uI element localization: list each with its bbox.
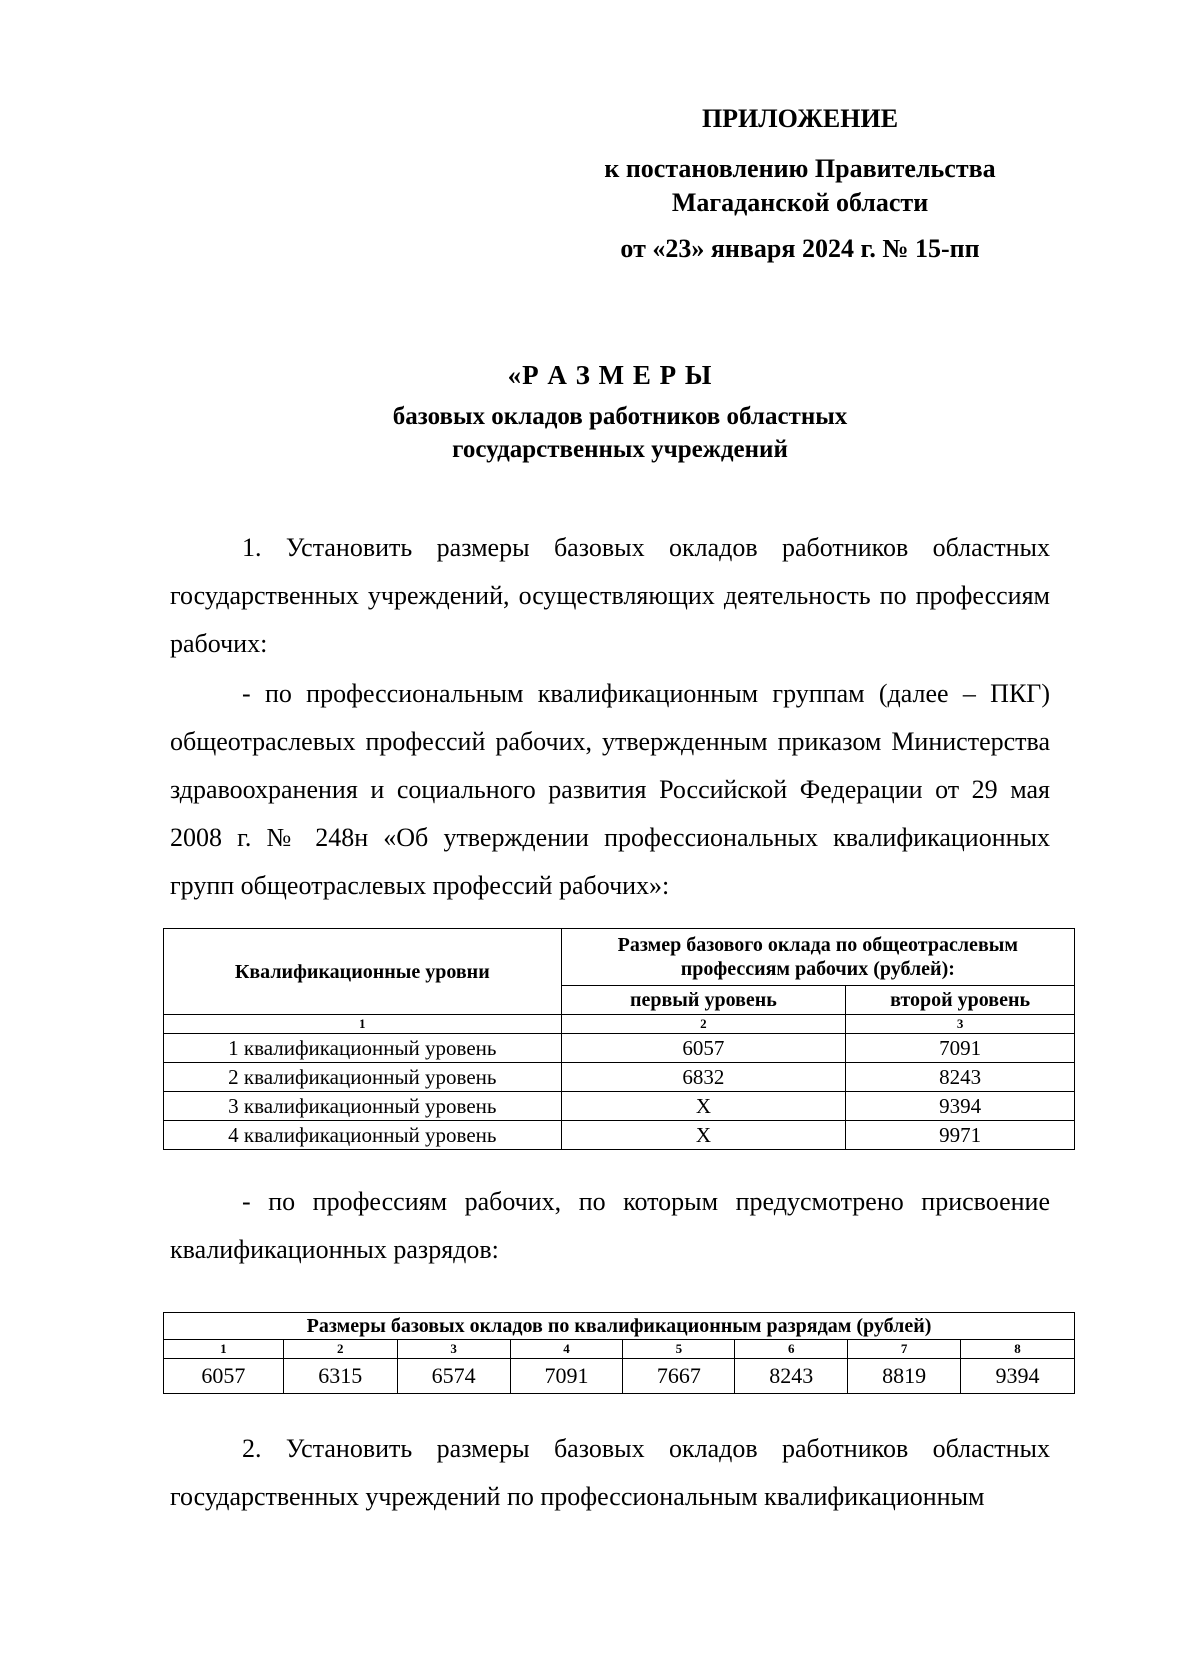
grade-number: 2 bbox=[283, 1340, 397, 1359]
table-row bbox=[164, 1121, 1075, 1150]
level-cell: 1 квалификационный уровень bbox=[164, 1034, 562, 1063]
grade-table-header: Размеры базовых окладов по квалификационным разрядам (рублей) bbox=[164, 1313, 1075, 1340]
grade-value-cell: 6315 bbox=[283, 1359, 397, 1394]
pkg-salary-table bbox=[163, 928, 1075, 1150]
grade-number: 5 bbox=[623, 1340, 735, 1359]
grade-value-cell: 8819 bbox=[848, 1359, 961, 1394]
paragraph-4: 2. Установить размеры базовых окладов работников областных государственных учреждений по профессиональным квалификационным bbox=[170, 1434, 1050, 1511]
grade-number: 3 bbox=[397, 1340, 510, 1359]
paragraph-2: - по профессиональным квалификационным группам (далее – ПКГ) общеотраслевых профессий рабочих, утвержденным приказом Министерства здравоохранения и социального развития Российской Федерации от 29 мая 2008 г. № 248н «Об утверждении профессиональных квалификационных групп общеотраслевых профессий рабочих»: bbox=[170, 679, 1050, 900]
grade-value-cell: 6057 bbox=[164, 1359, 284, 1394]
table-row bbox=[164, 1034, 1075, 1063]
first-level-cell: X bbox=[561, 1092, 846, 1121]
appendix-line-3: от «23» января 2024 г. № 15-пп bbox=[620, 234, 980, 263]
grade-value-cell: 7667 bbox=[623, 1359, 735, 1394]
grade-value-cell: 6574 bbox=[397, 1359, 510, 1394]
column-number: 3 bbox=[846, 1015, 1075, 1034]
grade-value-cell: 9394 bbox=[961, 1359, 1075, 1394]
appendix-line-2: Магаданской области bbox=[671, 188, 929, 217]
second-level-header: второй уровень bbox=[846, 986, 1075, 1015]
level-cell: 2 квалификационный уровень bbox=[164, 1063, 562, 1092]
appendix-title: ПРИЛОЖЕНИЕ bbox=[701, 104, 899, 133]
first-level-cell: X bbox=[561, 1121, 846, 1150]
second-level-cell: 8243 bbox=[846, 1063, 1075, 1092]
table-row bbox=[164, 1359, 1075, 1394]
column-number: 1 bbox=[164, 1015, 562, 1034]
grade-number: 4 bbox=[510, 1340, 623, 1359]
grade-number: 1 bbox=[164, 1340, 284, 1359]
first-level-cell: 6832 bbox=[561, 1063, 846, 1092]
salary-group-header: Размер базового оклада по общеотраслевым профессиям рабочих (рублей): bbox=[561, 929, 1074, 986]
grade-number: 7 bbox=[848, 1340, 961, 1359]
level-cell: 3 квалификационный уровень bbox=[164, 1092, 562, 1121]
first-level-cell: 6057 bbox=[561, 1034, 846, 1063]
grade-salary-table bbox=[163, 1312, 1075, 1394]
qualification-levels-header: Квалификационные уровни bbox=[164, 929, 562, 1015]
table-row bbox=[164, 1063, 1075, 1092]
paragraph-1: 1. Установить размеры базовых окладов работников областных государственных учреждений, осуществляющих деятельность по профессиям рабочих: bbox=[170, 533, 1050, 658]
document-subtitle: базовых окладов работников областных государственных учреждений bbox=[392, 403, 848, 463]
appendix-line-1: к постановлению Правительства bbox=[604, 154, 996, 183]
first-level-header: первый уровень bbox=[561, 986, 846, 1015]
table-row bbox=[164, 1092, 1075, 1121]
grade-number: 6 bbox=[735, 1340, 848, 1359]
grade-value-cell: 8243 bbox=[735, 1359, 848, 1394]
second-level-cell: 7091 bbox=[846, 1034, 1075, 1063]
level-cell: 4 квалификационный уровень bbox=[164, 1121, 562, 1150]
document-title: «Р А З М Е Р Ы bbox=[507, 360, 713, 390]
second-level-cell: 9971 bbox=[846, 1121, 1075, 1150]
paragraph-3: - по профессиям рабочих, по которым предусмотрено присвоение квалификационных разрядов: bbox=[170, 1187, 1050, 1264]
grade-value-cell: 7091 bbox=[510, 1359, 623, 1394]
column-number: 2 bbox=[561, 1015, 846, 1034]
second-level-cell: 9394 bbox=[846, 1092, 1075, 1121]
grade-number: 8 bbox=[961, 1340, 1075, 1359]
